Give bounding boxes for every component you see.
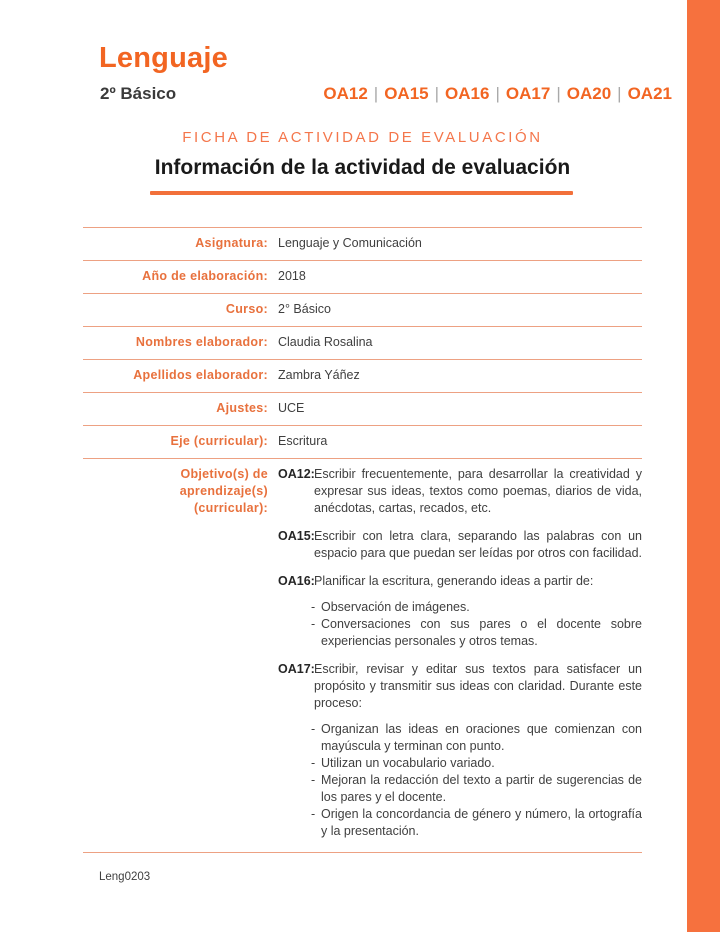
bullet-dash-marker: - — [311, 773, 316, 787]
row-label: Año de elaboración: — [142, 269, 268, 283]
oa-bullet-item — [311, 806, 642, 840]
oa-code-list — [323, 84, 672, 104]
oa-objective-item — [278, 661, 642, 840]
oa-objective-body — [311, 661, 642, 840]
oa-code: OA16 — [445, 84, 490, 103]
sheet-kicker: FICHA DE ACTIVIDAD DE EVALUACIÓN — [182, 129, 543, 146]
bullet-text: Organizan las ideas en oraciones que comienzan con mayúscula y terminan con punto. — [321, 722, 642, 753]
grade-label: 2º Básico — [100, 84, 177, 103]
oa-code: OA20 — [566, 84, 612, 103]
oa-objective-text: Planificar la escritura, generando ideas a partir de: — [314, 574, 594, 588]
bullet-text: Observación de imágenes. — [321, 600, 470, 614]
table-row — [83, 326, 642, 359]
subject-title: Lenguaje — [99, 42, 228, 74]
table-row — [83, 260, 642, 293]
row-label: Asignatura: — [195, 236, 268, 250]
footer-document-code: Leng0203 — [99, 871, 151, 883]
row-label-objectives: Objetivo(s) de aprendizaje(s) (curricular): — [179, 467, 268, 515]
oa-bullet-list — [311, 721, 642, 840]
info-table — [83, 227, 642, 853]
oa-code: OA17 — [505, 84, 551, 103]
oa-code-separator: | — [373, 84, 379, 103]
bullet-text: Origen la concordancia de género y número, la ortografía y la presentación. — [321, 807, 642, 838]
oa-objective-code: OA12: — [278, 467, 315, 481]
row-label: Curso: — [225, 302, 268, 316]
right-margin-bar — [687, 0, 720, 932]
oa-bullet-item — [311, 599, 642, 616]
oa-objective-code: OA15: — [278, 529, 315, 543]
row-label: Nombres elaborador: — [135, 335, 268, 349]
table-row — [83, 425, 642, 458]
row-label: Apellidos elaborador: — [133, 368, 268, 382]
table-row — [83, 392, 642, 425]
oa-bullet-item — [311, 772, 642, 806]
row-value: 2018 — [278, 269, 306, 283]
row-value-objectives — [278, 466, 642, 840]
oa-objective-text: Escribir frecuentemente, para desarrollar la creatividad y expresar sus ideas, textos como poemas, diarios de vida, anécdotas, cartas, recados, etc. — [314, 467, 642, 515]
oa-code: OA15 — [384, 84, 429, 103]
oa-bullet-list — [311, 599, 642, 650]
table-row-objectives — [83, 458, 642, 853]
page-title: Información de la actividad de evaluación — [154, 156, 571, 179]
row-value: Zambra Yáñez — [278, 368, 360, 382]
oa-bullet-item — [311, 616, 642, 650]
title-underline — [150, 191, 573, 195]
oa-objective-item — [278, 466, 642, 517]
oa-bullet-item — [311, 721, 642, 755]
oa-objective-text: Escribir, revisar y editar sus textos para satisfacer un propósito y transmitir sus ideas con claridad. Durante este proceso: — [314, 662, 642, 710]
bullet-dash-marker: - — [311, 600, 316, 614]
row-value: Escritura — [278, 434, 328, 448]
oa-objective-body — [314, 528, 642, 562]
oa-objective-code: OA17: — [278, 662, 315, 676]
bullet-dash-marker: - — [311, 756, 316, 770]
bullet-dash-marker: - — [311, 617, 316, 631]
row-value: 2° Básico — [278, 302, 331, 316]
oa-objective-item — [278, 573, 642, 650]
row-label: Eje (curricular): — [170, 434, 268, 448]
row-label: Ajustes: — [216, 401, 268, 415]
row-value: Lenguaje y Comunicación — [278, 236, 422, 250]
oa-objective-text: Escribir con letra clara, separando las palabras con un espacio para que puedan ser leídas por otros con facilidad. — [314, 529, 642, 560]
table-row — [83, 359, 642, 392]
bullet-text: Utilizan un vocabulario variado. — [321, 756, 495, 770]
oa-objective-item — [278, 528, 642, 562]
row-value: UCE — [278, 401, 305, 415]
row-value: Claudia Rosalina — [278, 335, 373, 349]
oa-code-separator: | — [556, 84, 561, 103]
oa-bullet-item — [311, 755, 642, 772]
oa-code: OA12 — [323, 84, 368, 103]
bullet-text: Mejoran la redacción del texto a partir de sugerencias de los pares y el docente. — [321, 773, 642, 804]
bullet-text: Conversaciones con sus pares o el docente sobre experiencias personales y otros temas. — [321, 617, 642, 648]
oa-objective-code: OA16: — [278, 574, 315, 588]
table-row — [83, 293, 642, 326]
oa-code-separator: | — [495, 84, 500, 103]
bullet-dash-marker: - — [311, 722, 316, 736]
oa-code-separator: | — [434, 84, 440, 103]
oa-objective-body — [314, 466, 642, 517]
oa-code-separator: | — [617, 84, 622, 103]
table-row — [83, 227, 642, 260]
oa-objective-body — [311, 573, 642, 650]
bullet-dash-marker: - — [311, 807, 316, 821]
oa-code: OA21 — [627, 84, 672, 103]
